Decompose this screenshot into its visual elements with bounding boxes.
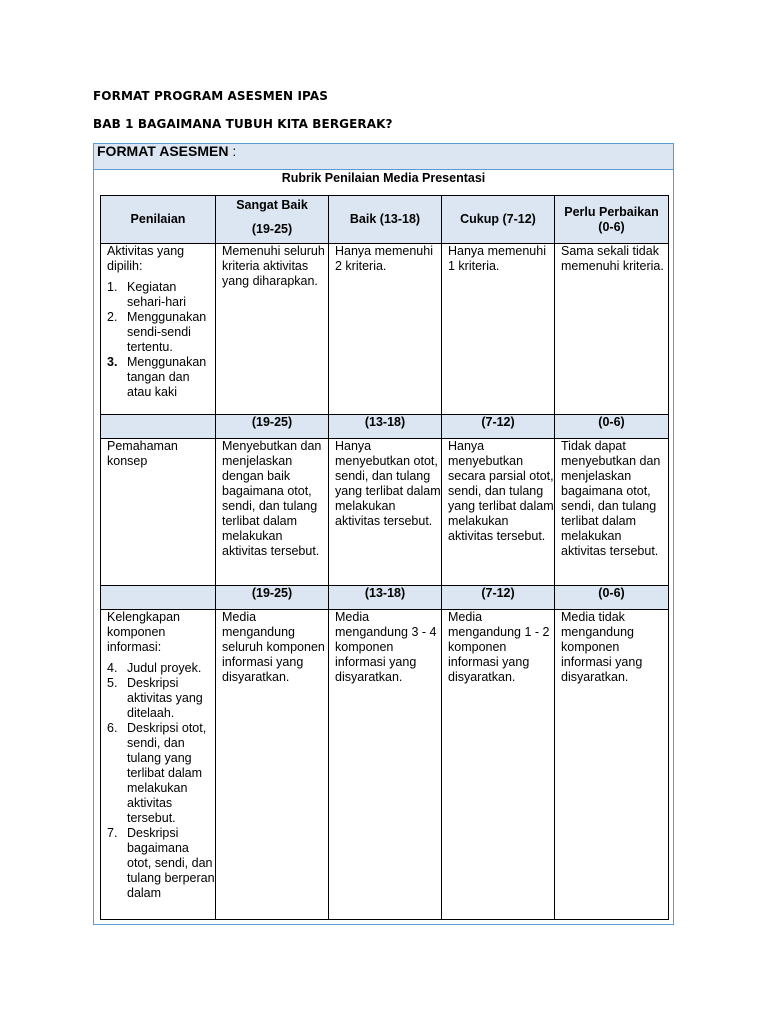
criterion-list bbox=[107, 280, 215, 400]
list-item bbox=[107, 661, 215, 676]
table-row bbox=[101, 610, 669, 920]
score-cell: (13-18) bbox=[329, 415, 442, 439]
header-perlu-perbaikan-range: (0-6) bbox=[598, 219, 625, 234]
list-number: 4. bbox=[107, 661, 118, 675]
table-cell: Media mengandung seluruh komponen informasi yang disyaratkan. bbox=[216, 610, 329, 920]
table-cell: Media mengandung 1 - 2 komponen informasi yang disyaratkan. bbox=[442, 610, 555, 920]
score-cell: (0-6) bbox=[555, 415, 669, 439]
document-title: FORMAT PROGRAM ASESMEN IPAS bbox=[93, 89, 328, 103]
criterion-cell bbox=[101, 610, 216, 920]
list-number: 2. bbox=[107, 310, 118, 324]
list-item bbox=[107, 721, 215, 826]
criterion-cell bbox=[101, 439, 216, 586]
score-cell: (0-6) bbox=[555, 586, 669, 610]
score-cell: (19-25) bbox=[216, 415, 329, 439]
list-number: 1. bbox=[107, 280, 118, 294]
score-cell-empty bbox=[101, 586, 216, 610]
header-sangat-baik-range: (19-25) bbox=[251, 222, 293, 236]
list-number: 3. bbox=[107, 355, 118, 369]
criterion-list bbox=[107, 661, 215, 901]
list-item bbox=[107, 676, 215, 721]
score-cell: (13-18) bbox=[329, 586, 442, 610]
table-row bbox=[101, 439, 669, 586]
table-cell: Hanya menyebutkan secara parsial otot, sendi, dan tulang yang terlibat dalam melakukan aktivitas tersebut. bbox=[442, 439, 555, 586]
list-number: 7. bbox=[107, 826, 118, 840]
list-text: Deskripsi bagaimana otot, sendi, dan tulang berperan dalam bbox=[127, 826, 215, 900]
score-cell: (7-12) bbox=[442, 415, 555, 439]
table-cell: Hanya memenuhi 2 kriteria. bbox=[329, 244, 442, 415]
header-perlu-perbaikan bbox=[555, 196, 669, 244]
list-item bbox=[107, 826, 215, 901]
header-perlu-perbaikan-label: Perlu Perbaikan bbox=[564, 204, 659, 219]
list-number: 6. bbox=[107, 721, 118, 735]
format-asesmen-label: FORMAT ASESMEN bbox=[97, 143, 229, 159]
table-cell: Hanya menyebutkan otot, sendi, dan tulang yang terlibat dalam melakukan aktivitas tersebut. bbox=[329, 439, 442, 586]
score-cell: (7-12) bbox=[442, 586, 555, 610]
table-cell: Media tidak mengandung komponen informasi yang disyaratkan. bbox=[555, 610, 669, 920]
score-cell-empty bbox=[101, 415, 216, 439]
table-cell: Media mengandung 3 - 4 komponen informasi yang disyaratkan. bbox=[329, 610, 442, 920]
score-cell: (19-25) bbox=[216, 586, 329, 610]
table-cell: Hanya memenuhi 1 kriteria. bbox=[442, 244, 555, 415]
header-cukup: Cukup (7-12) bbox=[442, 196, 555, 244]
rubric-header-row bbox=[101, 196, 669, 244]
list-text: Menggunakan sendi-sendi tertentu. bbox=[127, 310, 207, 354]
table-cell: Menyebutkan dan menjelaskan dengan baik bagaimana otot, sendi, dan tulang terlibat dalam melakukan aktivitas tersebut. bbox=[216, 439, 329, 586]
header-sangat-baik bbox=[216, 196, 329, 244]
list-item bbox=[107, 310, 215, 355]
rubric-table bbox=[100, 195, 669, 920]
list-text: Kegiatan sehari-hari bbox=[127, 280, 187, 309]
list-item bbox=[107, 280, 215, 310]
header-baik: Baik (13-18) bbox=[329, 196, 442, 244]
header-penilaian: Penilaian bbox=[101, 196, 216, 244]
list-item bbox=[107, 355, 215, 400]
score-row bbox=[101, 415, 669, 439]
score-row bbox=[101, 586, 669, 610]
table-row bbox=[101, 244, 669, 415]
table-cell: Memenuhi seluruh kriteria aktivitas yang diharapkan. bbox=[216, 244, 329, 415]
format-asesmen-colon: : bbox=[228, 143, 237, 159]
document-subtitle: BAB 1 BAGAIMANA TUBUH KITA BERGERAK? bbox=[93, 117, 393, 131]
table-cell: Sama sekali tidak memenuhi kriteria. bbox=[555, 244, 669, 415]
criterion-label: Kelengkapan komponen informasi: bbox=[107, 610, 180, 654]
list-text: Menggunakan tangan dan atau kaki bbox=[127, 355, 207, 399]
list-text: Judul proyek. bbox=[127, 661, 202, 675]
header-sangat-baik-label: Sangat Baik bbox=[236, 198, 308, 212]
criterion-cell bbox=[101, 244, 216, 415]
list-text: Deskripsi otot, sendi, dan tulang yang terlibat dalam melakukan aktivitas tersebut. bbox=[127, 721, 207, 825]
format-asesmen-bar bbox=[94, 144, 673, 170]
list-number: 5. bbox=[107, 676, 118, 690]
criterion-label: Aktivitas yang dipilih: bbox=[107, 244, 185, 273]
list-text: Deskripsi aktivitas yang ditelaah. bbox=[127, 676, 203, 720]
criterion-label: Pemahaman konsep bbox=[107, 439, 178, 468]
rubric-title: Rubrik Penilaian Media Presentasi bbox=[281, 171, 486, 185]
table-cell: Tidak dapat menyebutkan dan menjelaskan bagaimana otot, sendi, dan tulang terlibat dalam melakukan aktivitas tersebut. bbox=[555, 439, 669, 586]
